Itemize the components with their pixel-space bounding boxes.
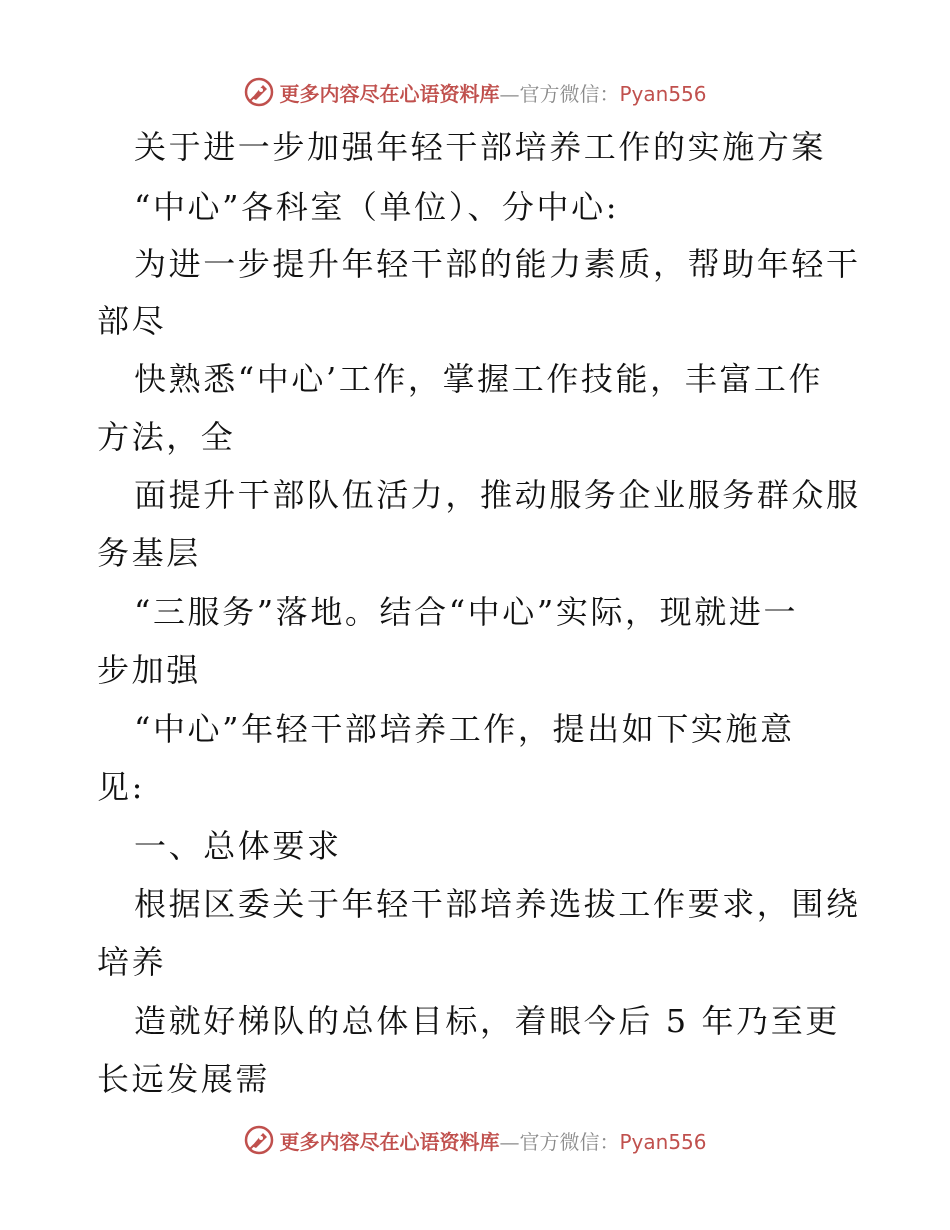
paragraph-line: 根据区委关于年轻干部培养选拔工作要求，围绕 <box>134 885 861 923</box>
paragraph-line: 步加强 <box>97 651 201 689</box>
watermark-wechat-id: Pyan556 <box>619 81 707 106</box>
paragraph-line: 务基层 <box>97 534 201 572</box>
watermark-text <box>279 1126 706 1155</box>
paragraph-line: 部尽 <box>97 302 167 340</box>
watermark-dash: — <box>499 1129 520 1154</box>
header-watermark <box>0 72 950 112</box>
pen-nib-seal-icon <box>243 76 275 108</box>
footer-watermark <box>0 1120 950 1160</box>
section-heading: 一、总体要求 <box>134 827 342 865</box>
watermark-text <box>279 78 706 107</box>
paragraph-line: 面提升干部队伍活力，推动服务企业服务群众服 <box>134 476 861 514</box>
paragraph-line: 长远发展需 <box>97 1060 271 1098</box>
salutation: “中心”各科室（单位）、分中心: <box>134 188 620 226</box>
document-title: 关于进一步加强年轻干部培养工作的实施方案 <box>134 128 827 166</box>
paragraph-line: 见: <box>97 768 145 806</box>
paragraph-line: 方法，全 <box>97 418 236 456</box>
paragraph-line: “中心”年轻干部培养工作，提出如下实施意 <box>134 710 795 748</box>
paragraph-line: 为进一步提升年轻干部的能力素质，帮助年轻干 <box>134 245 861 283</box>
watermark-wechat-label: 官方微信： <box>519 81 620 106</box>
watermark-site: 更多内容尽在心语资料库 <box>279 1129 500 1154</box>
watermark-wechat-label: 官方微信： <box>519 1129 620 1154</box>
watermark-wechat-id: Pyan556 <box>619 1129 707 1154</box>
pen-nib-seal-icon <box>243 1124 275 1156</box>
watermark-site: 更多内容尽在心语资料库 <box>279 81 500 106</box>
paragraph-line: 培养 <box>97 943 167 981</box>
paragraph-line: “三服务”落地。结合“中心”实际，现就进一 <box>134 593 799 631</box>
paragraph-line: 快熟悉“中心’工作，掌握工作技能，丰富工作 <box>134 360 824 398</box>
paragraph-line: 造就好梯队的总体目标，着眼今后 5 年乃至更 <box>134 1002 840 1040</box>
watermark-dash: — <box>499 81 520 106</box>
